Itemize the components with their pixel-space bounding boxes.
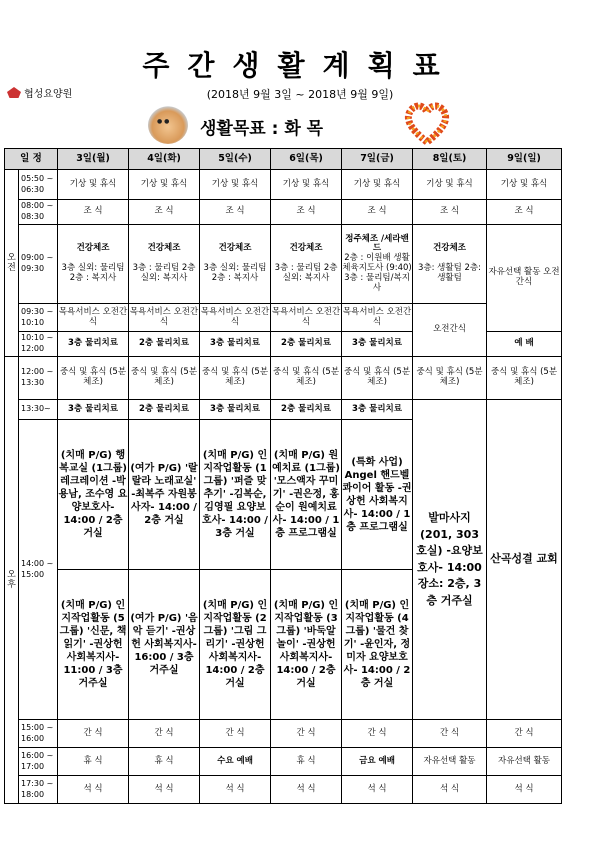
activity-cell: 기상 및 휴식 [129, 170, 200, 200]
day-header: 5일(수) [200, 149, 271, 170]
activity-cell: 간 식 [342, 720, 413, 748]
time-cell: 05:50 ~ 06:30 [19, 170, 58, 200]
program-cell: (여가 P/G) '음악 듣기' -권상헌 사회복지사- 16:00 / 3층 거주실 [129, 570, 200, 720]
activity-cell: 석 식 [487, 776, 562, 804]
program-cell: (치매 P/G) 원예치료 (1그룹) '모스액자 꾸미기' -권은정, 홍순이 원예치료사- 14:00 / 1층 프로그램실 [271, 420, 342, 570]
day-header: 6일(목) [271, 149, 342, 170]
exercise-detail: 3층: 생활팀 2층: 생활팀 [418, 263, 482, 283]
time-cell: 12:00 ~ 13:30 [19, 357, 58, 400]
activity-cell: 자유선택 활동 오전간식 [487, 225, 562, 332]
program-cell: (치매 P/G) 인지작업활동 (4그룹) '물건 찾기' -윤인자, 정미자 요양보호사- 14:00 / 2층 거실 [342, 570, 413, 720]
activity-cell: 금요 예배 [342, 748, 413, 776]
time-cell: 09:30 ~ 10:10 [19, 304, 58, 332]
activity-cell: 2층 물리치료 [129, 400, 200, 420]
activity-cell: 휴 식 [129, 748, 200, 776]
activity-cell: 석 식 [58, 776, 129, 804]
activity-cell: 간 식 [129, 720, 200, 748]
activity-cell: 목욕서비스 오전간식 [200, 304, 271, 332]
exercise-cell [58, 225, 129, 304]
activity-cell: 목욕서비스 오전간식 [129, 304, 200, 332]
program-cell: (여가 P/G) '랄랄라 노래교실' -최복주 자원봉사자- 14:00 / 2층 거실 [129, 420, 200, 570]
time-cell: 09:00 ~ 09:30 [19, 225, 58, 304]
exercise-title: 건강체조 [289, 243, 323, 254]
activity-cell: 목욕서비스 오전간식 [271, 304, 342, 332]
activity-cell: 2층 물리치료 [129, 332, 200, 357]
activity-cell: 조 식 [413, 200, 487, 225]
activity-cell: 수요 예배 [200, 748, 271, 776]
activity-cell: 산곡성결 교회 [487, 400, 562, 720]
dog-image [148, 106, 188, 144]
weekly-schedule-table [4, 148, 562, 804]
activity-cell: 3층 물리치료 [58, 400, 129, 420]
activity-cell: 오전간식 [413, 304, 487, 357]
heart-wreath-icon [404, 100, 450, 146]
activity-cell: 자유선택 활동 [413, 748, 487, 776]
activity-cell: 중식 및 휴식 (5분 체조) [342, 357, 413, 400]
exercise-cell [129, 225, 200, 304]
time-cell: 13:30~ [19, 400, 58, 420]
schedule-header: 일 정 [5, 149, 58, 170]
activity-cell: 간 식 [200, 720, 271, 748]
date-range: (2018년 9월 3일 ~ 2018년 9월 9일) [206, 88, 394, 101]
time-cell: 14:00 ~ 15:00 [19, 420, 58, 720]
activity-cell: 기상 및 휴식 [413, 170, 487, 200]
am-label: 오 전 [5, 170, 19, 357]
activity-cell: 2층 물리치료 [271, 332, 342, 357]
activity-cell: 석 식 [200, 776, 271, 804]
activity-cell: 휴 식 [271, 748, 342, 776]
exercise-cell [413, 225, 487, 304]
activity-cell: 발마사지 (201, 303 호실) -요양보호사- 14:00 장소: 2층, 3층 거주실 [413, 400, 487, 720]
activity-cell: 조 식 [342, 200, 413, 225]
time-cell: 08:00 ~ 08:30 [19, 200, 58, 225]
exercise-title: 건강체조 [433, 243, 466, 254]
exercise-title: 정주체조 /세라밴드 [345, 233, 409, 254]
time-cell: 10:10 ~ 12:00 [19, 332, 58, 357]
activity-cell: 간 식 [487, 720, 562, 748]
exercise-detail: 3층 실외: 물리팀 2층 : 복지사 [203, 263, 267, 283]
page-title: 주간생활계획표 [142, 49, 458, 82]
activity-cell: 3층 물리치료 [342, 332, 413, 357]
exercise-cell [271, 225, 342, 304]
activity-cell: 석 식 [413, 776, 487, 804]
activity-cell: 휴 식 [58, 748, 129, 776]
activity-cell: 자유선택 활동 [487, 748, 562, 776]
activity-cell: 3층 물리치료 [58, 332, 129, 357]
day-header: 9일(일) [487, 149, 562, 170]
activity-cell: 석 식 [271, 776, 342, 804]
facility-name: 협성요양원 [24, 89, 73, 100]
day-header: 8일(토) [413, 149, 487, 170]
exercise-title: 건강체조 [76, 243, 110, 254]
program-cell: (치매 P/G) 인지작업활동 (1그룹) '퍼즐 맞추기' -김복순, 김영필 요양보호사- 14:00 / 3층 거실 [200, 420, 271, 570]
exercise-detail: 3층 : 물리팀 2층 실외: 복지사 [132, 263, 196, 283]
activity-cell: 조 식 [200, 200, 271, 225]
exercise-title: 건강체조 [218, 243, 252, 254]
activity-cell: 간 식 [413, 720, 487, 748]
activity-cell: 기상 및 휴식 [271, 170, 342, 200]
program-cell: (치매 P/G) 인지작업활동 (2그룹) '그림 그리기' -권상헌 사회복지사- 14:00 / 2층 거실 [200, 570, 271, 720]
exercise-cell [342, 225, 413, 304]
activity-cell: 기상 및 휴식 [487, 170, 562, 200]
activity-cell: 예 배 [487, 332, 562, 357]
activity-cell: 조 식 [487, 200, 562, 225]
activity-cell: 2층 물리치료 [271, 400, 342, 420]
activity-cell: 석 식 [129, 776, 200, 804]
activity-cell: 3층 물리치료 [200, 332, 271, 357]
exercise-cell [200, 225, 271, 304]
day-header: 4일(화) [129, 149, 200, 170]
day-header: 3일(월) [58, 149, 129, 170]
life-goal: 생활목표 : 화 목 [200, 119, 324, 139]
activity-cell: 기상 및 휴식 [200, 170, 271, 200]
activity-cell: 간 식 [58, 720, 129, 748]
exercise-title: 건강체조 [147, 243, 181, 254]
time-cell: 17:30 ~ 18:00 [19, 776, 58, 804]
activity-cell: 중식 및 휴식 (5분 체조) [129, 357, 200, 400]
activity-cell: 조 식 [58, 200, 129, 225]
exercise-detail: 3층 : 물리팀 2층 실외: 복지사 [274, 263, 338, 283]
activity-cell: 간 식 [271, 720, 342, 748]
activity-cell: 3층 물리치료 [342, 400, 413, 420]
program-cell: (특화 사업) Angel 핸드벨 콰이어 활동 -권상헌 사회복지사- 14:00 / 1층 프로그램실 [342, 420, 413, 570]
activity-cell: 석 식 [342, 776, 413, 804]
activity-cell: 중식 및 휴식 (5분 체조) [271, 357, 342, 400]
activity-cell: 목욕서비스 오전간식 [58, 304, 129, 332]
activity-cell: 중식 및 휴식 (5분 체조) [413, 357, 487, 400]
program-cell: (치매 P/G) 인지작업활동 (5그룹) '신문, 책읽기' -권상헌 사회복지사- 11:00 / 3층 거주실 [58, 570, 129, 720]
time-cell: 15:00 ~ 16:00 [19, 720, 58, 748]
activity-cell: 중식 및 휴식 (5분 체조) [58, 357, 129, 400]
program-cell: (치매 P/G) 행복교실 (1그룹) 레크레이션 -박용남, 조수영 요양보호사- 14:00 / 2층 거실 [58, 420, 129, 570]
exercise-detail: 3층 실외: 물리팀 2층 : 복지사 [61, 263, 125, 283]
activity-cell: 중식 및 휴식 (5분 체조) [200, 357, 271, 400]
exercise-detail: 2층 : 이원배 생활체육지도사 (9:40) 3층 : 물리팀/복지사 [342, 253, 412, 293]
activity-cell: 조 식 [271, 200, 342, 225]
activity-cell: 목욕서비스 오전간식 [342, 304, 413, 332]
activity-cell: 기상 및 휴식 [342, 170, 413, 200]
pm-label: 오 후 [5, 357, 19, 804]
activity-cell: 중식 및 휴식 (5분 체조) [487, 357, 562, 400]
day-header: 7일(금) [342, 149, 413, 170]
activity-cell: 기상 및 휴식 [58, 170, 129, 200]
activity-cell: 조 식 [129, 200, 200, 225]
activity-cell: 3층 물리치료 [200, 400, 271, 420]
time-cell: 16:00 ~ 17:00 [19, 748, 58, 776]
program-cell: (치매 P/G) 인지작업활동 (3그룹) '바둑알 놀이' -권상헌 사회복지사- 14:00 / 2층 거실 [271, 570, 342, 720]
